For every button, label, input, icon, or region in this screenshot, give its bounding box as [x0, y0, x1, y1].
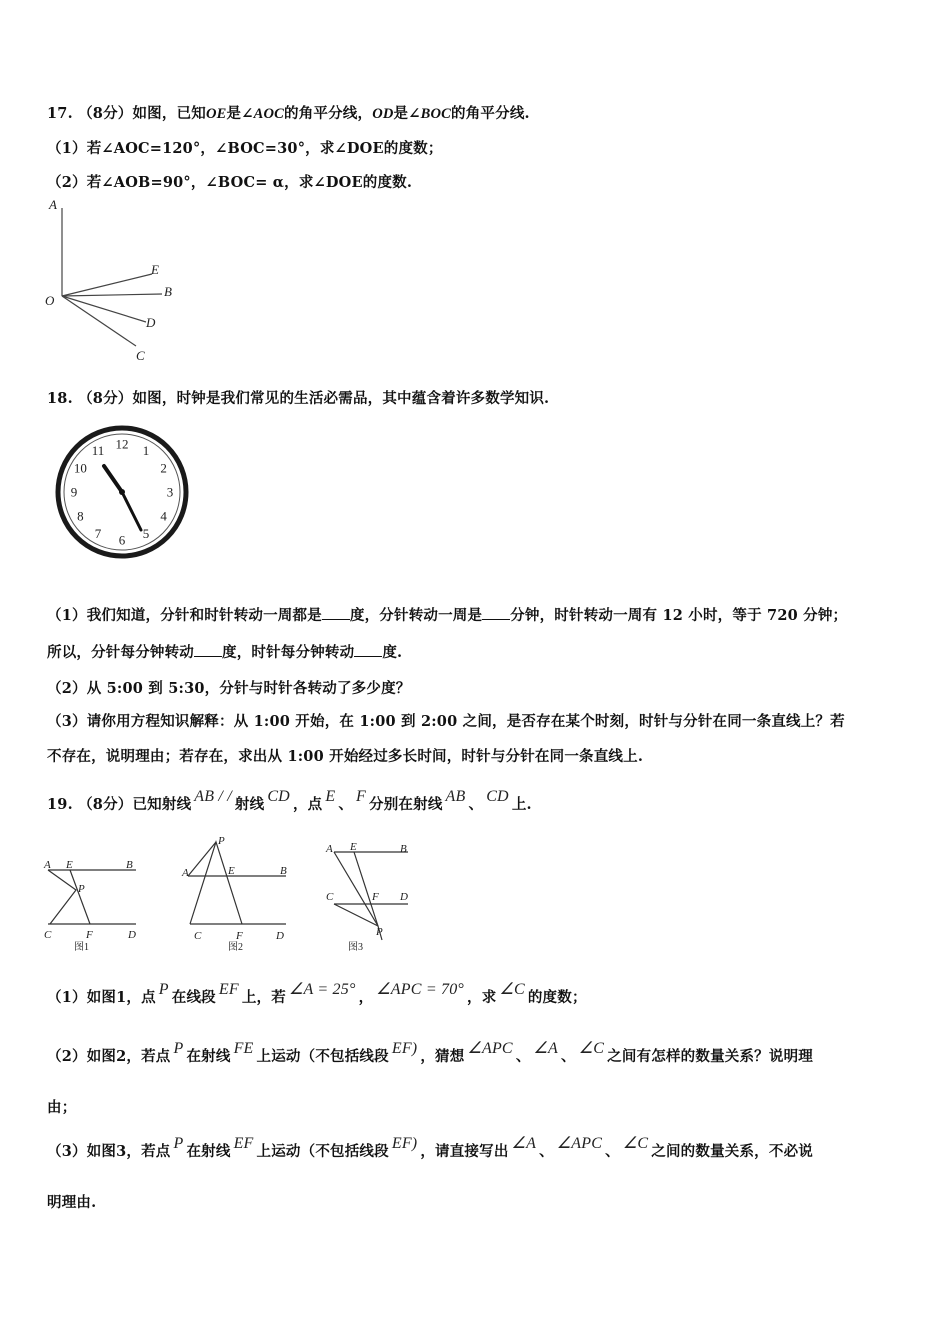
label-b: B [126, 859, 133, 871]
label-e: E [66, 859, 73, 871]
hour-hand [104, 466, 122, 492]
q19-title: 19. （8分）已知射线 AB / / 射线 CD ，点 E 、 F 分别在射线 AB 、 CD 上. [47, 788, 532, 813]
label-f: F [236, 930, 243, 942]
q19-part2-cont: 由； [47, 1099, 77, 1116]
label-a: A [182, 867, 189, 879]
q17-part2: （2）若∠AOB=90°，∠BOC= α，求∠DOE的度数. [47, 174, 413, 191]
answer-blank [194, 644, 222, 657]
clock-number-6: 6 [118, 532, 126, 548]
clock-figure [52, 424, 197, 564]
clock-number-2: 2 [160, 460, 167, 476]
label-c: C [326, 891, 334, 903]
label-e: E [228, 865, 235, 877]
q17-part1: （1）若∠AOC=120°，∠BOC=30°，求∠DOE的度数； [47, 140, 443, 157]
label-b: B [280, 865, 287, 877]
label-o: O [45, 293, 55, 308]
q19-part3: （3）如图3，若点 P 在射线 EF 上运动（不包括线段 EF) ，请直接写出 ∠A 、 ∠APC 、 ∠C 之间的数量关系，不必说 [47, 1135, 813, 1160]
clock-number-10: 10 [73, 460, 87, 476]
clock-number-11: 11 [91, 442, 105, 458]
answer-blank [354, 644, 382, 657]
clock-number-9: 9 [70, 484, 78, 500]
q18-part3-line1: （3）请你用方程知识解释：从 1:00 开始，在 1:00 到 2:00 之间，是否存在某个时刻，时针与分针在同一条直线上？若 [47, 713, 845, 730]
clock-number-12: 12 [115, 436, 129, 452]
label-c: C [136, 348, 145, 363]
clock-number-1: 1 [142, 442, 150, 458]
label-b: B [164, 284, 172, 299]
q18-part3-line2: 不存在，说明理由；若存在，求出从 1:00 开始经过多长时间，时针与分针在同一条直线上. [47, 748, 644, 765]
label-d: D [276, 930, 284, 942]
label-d: D [128, 929, 136, 941]
q17-title: 17. （8分）如图，已知OE是∠AOC的角平分线，OD是∠BOC的角平分线. [47, 105, 530, 122]
label-e: E [350, 841, 357, 853]
label-d: D [400, 891, 408, 903]
q19-figure-1 [40, 856, 150, 956]
label-a: A [49, 197, 57, 212]
q18-title: 18. （8分）如图，时钟是我们常见的生活必需品，其中蕴含着许多数学知识. [47, 390, 550, 407]
minute-hand [122, 492, 141, 530]
label-e: E [151, 262, 159, 277]
q19-part3-cont: 明理由. [47, 1194, 97, 1211]
figure-caption: 图2 [228, 942, 243, 953]
q19-part1: （1）如图1，点 P 在线段 EF 上，若 ∠A = 25° ， ∠APC = 70° ，求 ∠C 的度数； [47, 981, 587, 1006]
label-c: C [194, 930, 202, 942]
label-p: P [78, 883, 85, 895]
clock-number-3: 3 [166, 484, 174, 500]
q18-part1-line1: （1）我们知道，分针和时针转动一周都是 度，分针转动一周是 分钟，时针转动一周有 12 小时，等于 720 分钟； [47, 607, 848, 624]
label-p: P [218, 835, 225, 847]
label-f: F [86, 929, 93, 941]
answer-blank [322, 607, 350, 620]
label-b: B [400, 843, 407, 855]
q17-angle-figure [38, 196, 188, 366]
label-d: D [146, 315, 156, 330]
clock-number-7: 7 [94, 526, 102, 542]
figure-caption: 图3 [348, 942, 363, 953]
clock-number-4: 4 [160, 508, 167, 524]
q19-part2: （2）如图2，若点 P 在射线 FE 上运动（不包括线段 EF) ，猜想 ∠APC 、 ∠A 、 ∠C 之间有怎样的数量关系？说明理 [47, 1040, 813, 1065]
clock-number-5: 5 [142, 526, 150, 542]
q19-figure-2 [180, 832, 295, 956]
q18-part2: （2）从 5:00 到 5:30，分针与时针各转动了多少度？ [47, 680, 411, 697]
figure-caption: 图1 [74, 942, 89, 953]
label-a: A [44, 859, 51, 871]
q18-part1-line2: 所以，分针每分钟转动 度，时针每分钟转动 度. [47, 644, 403, 661]
label-f: F [372, 891, 379, 903]
clock-number-8: 8 [77, 508, 84, 524]
answer-blank [482, 607, 510, 620]
label-c: C [44, 929, 52, 941]
label-p: P [376, 926, 383, 938]
label-a: A [326, 843, 333, 855]
q19-figure-3 [320, 840, 420, 956]
